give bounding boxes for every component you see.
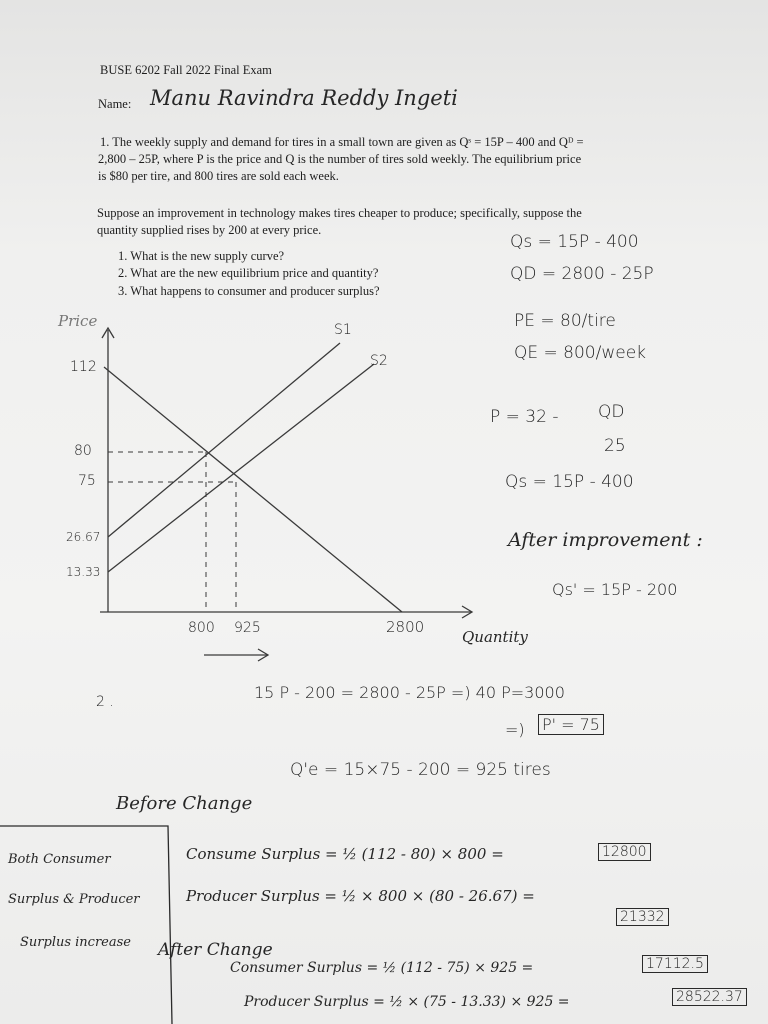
cs-before-result: 12800 xyxy=(598,843,651,861)
y-axis-label: Price xyxy=(58,312,98,330)
question-line-3: is $80 per tire, and 800 tires are sold each week. xyxy=(98,169,339,183)
x-tick-800: 800 xyxy=(188,620,215,636)
ps-before-result: 21332 xyxy=(616,908,669,926)
x-axis-label: Quantity xyxy=(462,628,528,646)
cs-after: Consumer Surplus = ½ (112 - 75) × 925 = xyxy=(230,960,534,976)
question-line-4: Suppose an improvement in technology makes tires cheaper to produce; specifically, suppose the xyxy=(97,206,582,220)
after-change-heading: After Change xyxy=(158,940,273,960)
note-supply-2: Qs = 15P - 400 xyxy=(505,472,634,492)
side-note-line-1: Both Consumer xyxy=(8,852,111,867)
new-price-box: P' = 75 xyxy=(538,714,604,735)
question-line-1: 1. The weekly supply and demand for tires in a small town are given as Qˢ = 15P – 400 and Qᴰ = xyxy=(100,135,584,149)
note-inverse-demand: P = 32 - xyxy=(490,407,559,427)
solution-equation-2-prefix: =) xyxy=(505,720,525,739)
solution-equation-1: 15 P - 200 = 2800 - 25P =) 40 P=3000 xyxy=(254,683,565,702)
side-note-line-3: Surplus increase xyxy=(20,935,131,950)
note-qty-eq: QE = 800/week xyxy=(514,343,647,363)
solution-equation-3: Q'e = 15×75 - 200 = 925 tires xyxy=(290,760,551,780)
note-supply: Qs = 15P - 400 xyxy=(510,232,639,252)
y-tick-13-33: 13.33 xyxy=(66,565,101,579)
question-line-5: quantity supplied rises by 200 at every price. xyxy=(97,223,322,237)
subquestion-1: 1. What is the new supply curve? xyxy=(118,249,285,263)
subquestion-3: 3. What happens to consumer and producer surplus? xyxy=(118,284,380,298)
note-fraction-num: QD xyxy=(598,402,625,422)
solution-number: 2 . xyxy=(96,694,114,710)
note-fraction-den: 25 xyxy=(604,436,626,456)
course-title: BUSE 6202 Fall 2022 Final Exam xyxy=(100,63,272,77)
y-tick-112: 112 xyxy=(70,359,97,375)
subquestion-2: 2. What are the new equilibrium price and quantity? xyxy=(118,266,379,280)
ps-before: Producer Surplus = ½ × 800 × (80 - 26.67) = xyxy=(186,887,535,905)
student-name: Manu Ravindra Reddy Ingeti xyxy=(150,86,458,110)
ps-after-result: 28522.37 xyxy=(672,988,747,1006)
y-tick-26-67: 26.67 xyxy=(66,530,101,544)
y-tick-75: 75 xyxy=(78,473,96,489)
cs-before: Consume Surplus = ½ (112 - 80) × 800 = xyxy=(186,845,504,863)
cs-after-result: 17112.5 xyxy=(642,955,708,973)
name-label: Name: xyxy=(98,97,132,111)
x-tick-2800: 2800 xyxy=(386,618,425,636)
x-tick-925: 925 xyxy=(234,620,261,636)
s2-label: S2 xyxy=(370,353,388,369)
note-price-eq: PE = 80/tire xyxy=(514,311,616,331)
y-tick-80: 80 xyxy=(74,443,92,459)
ps-after: Producer Surplus = ½ × (75 - 13.33) × 925 = xyxy=(244,994,570,1010)
question-line-2: 2,800 – 25P, where P is the price and Q is the number of tires sold weekly. The equilibrium price xyxy=(98,152,582,166)
before-change-heading: Before Change xyxy=(116,793,253,814)
s1-label: S1 xyxy=(334,322,352,338)
note-demand: QD = 2800 - 25P xyxy=(510,264,654,284)
note-new-supply: Qs' = 15P - 200 xyxy=(552,580,678,599)
side-note-line-2: Surplus & Producer xyxy=(8,892,140,907)
note-after-improvement: After improvement : xyxy=(508,529,703,551)
